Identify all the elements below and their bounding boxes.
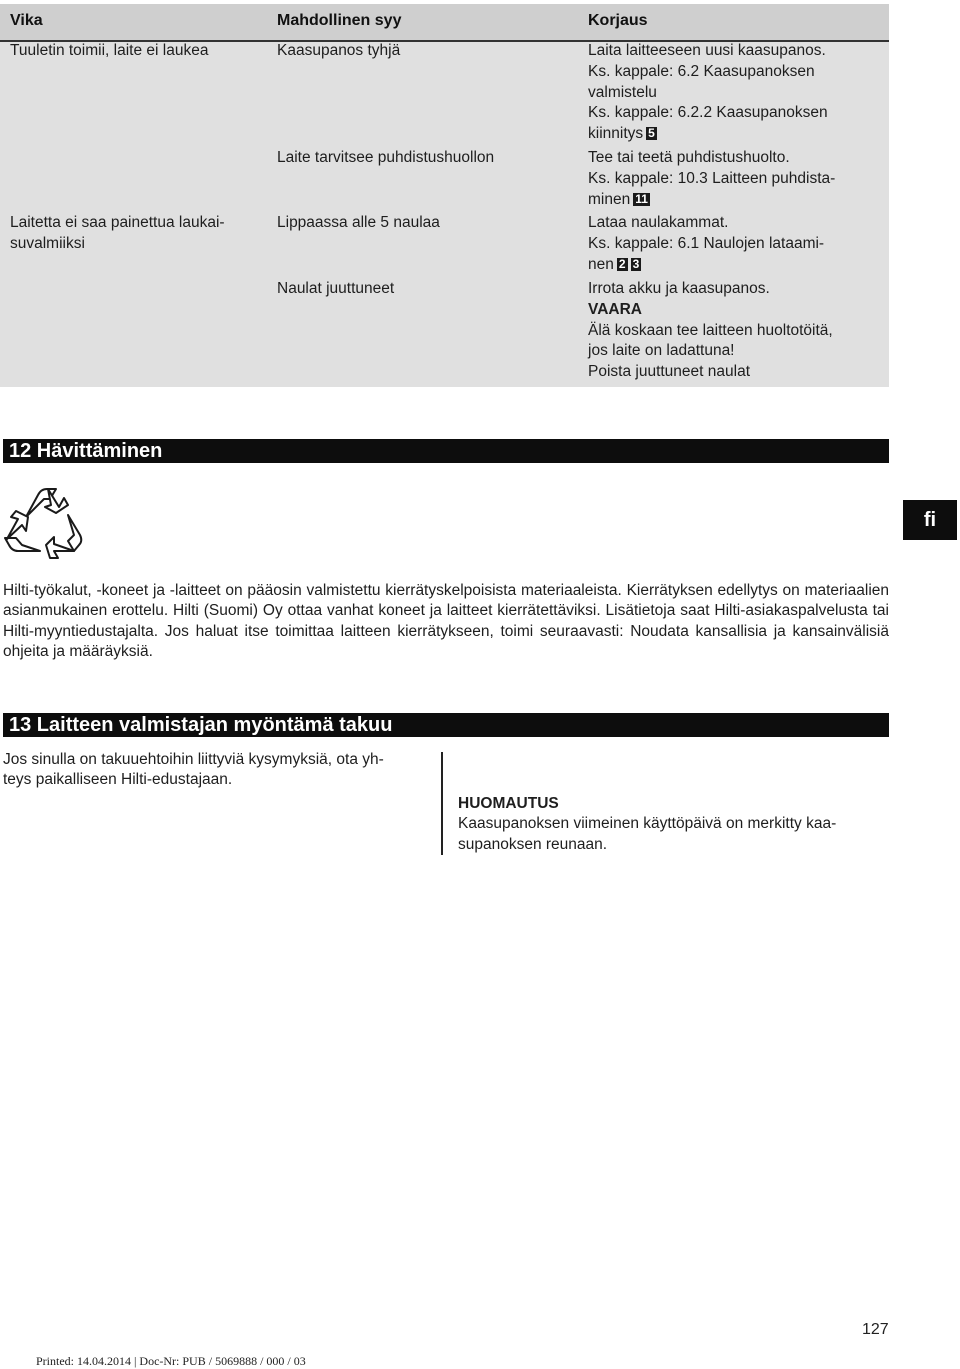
section-12-title: 12 Hävittäminen bbox=[9, 440, 163, 462]
row1-cause-a: Kaasupanos tyhjä bbox=[277, 42, 401, 59]
row2-cause-a: Lippaassa alle 5 naulaa bbox=[277, 214, 440, 231]
row1-fix-b bbox=[588, 148, 878, 210]
print-footer: Printed: 14.04.2014 | Doc-Nr: PUB / 5069888 / 000 / 03 bbox=[36, 1354, 306, 1368]
text-line: supanoksen reunaan. bbox=[458, 835, 608, 853]
warning-label bbox=[588, 300, 878, 321]
text-line: Tee tai teetä puhdistushuolto. bbox=[588, 149, 790, 166]
header-fault: Vika bbox=[10, 12, 43, 29]
section-13-heading bbox=[3, 713, 889, 737]
text-line: Ks. kappale: 6.1 Naulojen lataami- bbox=[588, 234, 825, 252]
header-fix: Korjaus bbox=[588, 12, 648, 29]
text-line: Ks. kappale: 6.2 Kaasupanoksen bbox=[588, 62, 815, 80]
row2-fix-b bbox=[588, 279, 878, 383]
text-line: valmistelu bbox=[588, 83, 657, 101]
text-line: Ks. kappale: 6.2.2 Kaasupanoksen bbox=[588, 104, 828, 122]
text-line: Älä koskaan tee laitteen huoltotöitä, bbox=[588, 321, 833, 339]
row1-cause-b: Laite tarvitsee puhdistushuollon bbox=[277, 149, 495, 166]
text-line: Lataa naulakammat. bbox=[588, 214, 729, 231]
figure-ref-badge: 5 bbox=[648, 126, 655, 141]
language-tab: fi bbox=[903, 500, 957, 540]
note-title: HUOMAUTUS bbox=[458, 795, 559, 812]
text-line: Laitetta ei saa painettua laukai- bbox=[10, 214, 225, 231]
row1-fix-a bbox=[588, 41, 878, 145]
figure-ref-badge: 3 bbox=[632, 256, 640, 271]
text-segment: kiinnitys bbox=[588, 125, 644, 143]
section-12-heading bbox=[3, 439, 889, 463]
section-12-paragraph: Hilti-työkalut, -koneet ja -laitteet on pääosin valmistettu kierrätyskelpoisista materiaaleista. Kierrätyksen edellytys on materiaalien asianmukainen erottelu. Hilti (Suomi) Oy ottaa vanhat koneet ja laitteet kierrätettäviksi. Lisätietoja saat Hilti-asiakaspalvelusta tai Hilti-myyntiedustajalta. Jos haluat itse toimittaa laitteen kierrätykseen, toimi seuraavasti: Noudata kansallisia ja kansainvälisiä ohjeita ja määräyksiä. bbox=[3, 582, 889, 661]
text-line: suvalmiiksi bbox=[10, 234, 85, 252]
text-line bbox=[588, 255, 878, 276]
text-segment: nen bbox=[588, 255, 614, 273]
text-line: Poista juuttuneet naulat bbox=[588, 363, 751, 381]
section-13-paragraph bbox=[3, 750, 433, 791]
text-line: Jos sinulla on takuuehtoihin liittyviä kysymyksiä, ota yh- bbox=[3, 751, 384, 768]
text-line: jos laite on ladattuna! bbox=[588, 342, 735, 360]
row2-fault bbox=[10, 213, 225, 255]
row2-fix-a bbox=[588, 213, 878, 275]
warning-text: VAARA bbox=[588, 300, 642, 318]
note-divider bbox=[441, 752, 443, 855]
figure-ref-badge: 2 bbox=[618, 256, 626, 271]
note-block bbox=[458, 794, 889, 855]
text-line: Kaasupanoksen viimeinen käyttöpäivä on merkitty kaa- bbox=[458, 815, 837, 833]
troubleshooting-table bbox=[0, 4, 889, 387]
text-line: teys paikalliseen Hilti-edustajaan. bbox=[3, 771, 233, 789]
text-line: Laita laitteeseen uusi kaasupanos. bbox=[588, 42, 826, 59]
text-line: Irrota akku ja kaasupanos. bbox=[588, 280, 770, 297]
page-number: 127 bbox=[862, 1321, 889, 1338]
section-13-title: 13 Laitteen valmistajan myöntämä takuu bbox=[9, 714, 393, 736]
recycling-icon bbox=[4, 483, 86, 559]
text-line bbox=[588, 124, 878, 145]
figure-ref-badge: 11 bbox=[635, 191, 648, 206]
text-segment: minen bbox=[588, 190, 631, 208]
text-line bbox=[588, 190, 878, 211]
header-cause: Mahdollinen syy bbox=[277, 12, 402, 29]
row1-fault: Tuuletin toimii, laite ei laukea bbox=[10, 42, 209, 59]
table-header-row bbox=[0, 4, 889, 40]
text-line: Ks. kappale: 10.3 Laitteen puhdista- bbox=[588, 169, 836, 187]
row2-cause-b: Naulat juuttuneet bbox=[277, 280, 395, 297]
